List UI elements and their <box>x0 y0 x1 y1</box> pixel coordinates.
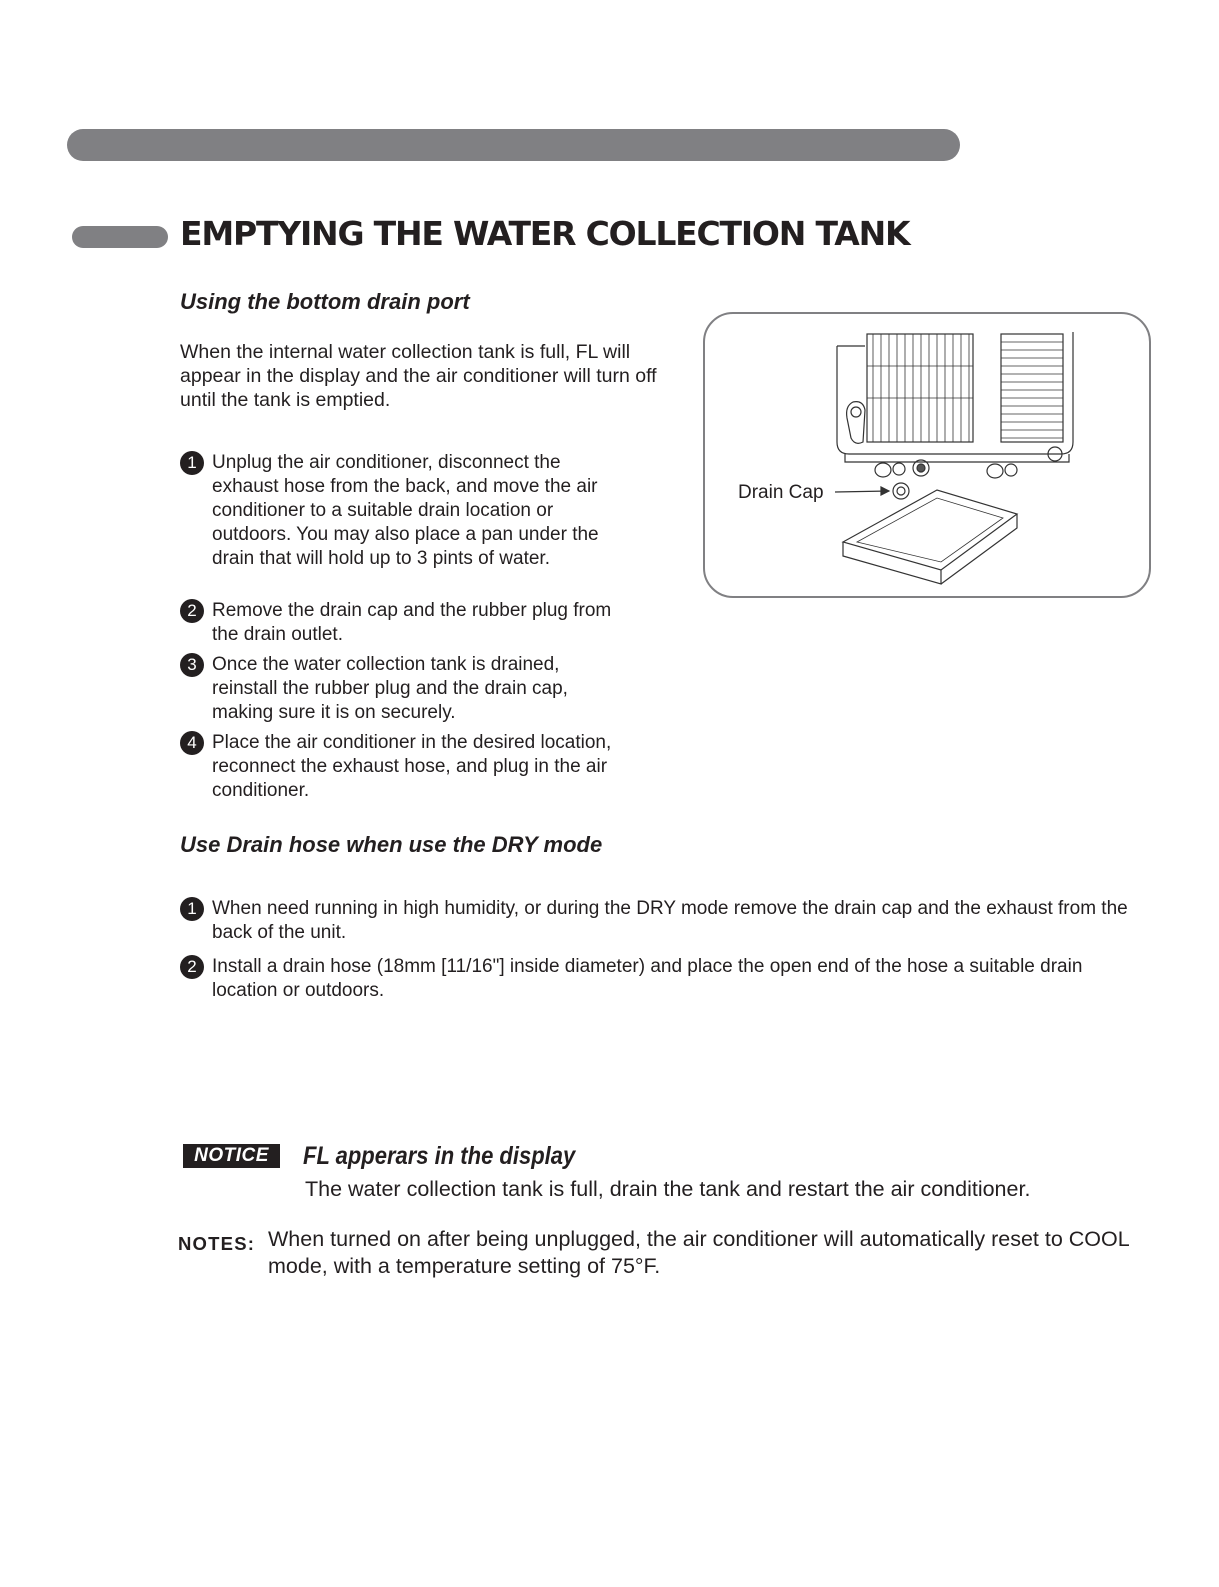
step-text: Place the air conditioner in the desired location, reconnect the exhaust hose, and plug in the air conditioner. <box>212 732 612 801</box>
notice-badge: NOTICE <box>183 1144 280 1168</box>
notice-text: The water collection tank is full, drain the tank and restart the air conditioner. <box>305 1177 1031 1201</box>
intro-paragraph: When the internal water collection tank is full, FL will appear in the display and the air conditioner will turn off until the tank is emptied. <box>180 341 657 411</box>
step-text: When need running in high humidity, or during the DRY mode remove the drain cap and the exhaust from the back of the unit. <box>212 898 1128 943</box>
title-marker <box>72 226 168 248</box>
drain-cap-label: Drain Cap <box>738 482 824 503</box>
drain-cap-illustration <box>703 312 1151 598</box>
air-conditioner-drawing <box>705 314 1149 596</box>
notes-text: When turned on after being unplugged, the air conditioner will automatically reset to COOL mode, with a temperature setting of 75°F. <box>268 1227 1129 1278</box>
step-text: Remove the drain cap and the rubber plug from the drain outlet. <box>212 600 612 645</box>
notice-title: FL apperars in the display <box>303 1142 576 1170</box>
header-bar <box>67 129 960 161</box>
step-number-badge: 4 <box>180 731 204 755</box>
page-title: EMPTYING THE WATER COLLECTION TANK <box>180 214 910 253</box>
step-text: Once the water collection tank is drained, reinstall the rubber plug and the drain cap, making sure it is on securely. <box>212 654 568 723</box>
dry-step-1 <box>180 897 1145 945</box>
dry-step-2 <box>180 955 1145 1003</box>
step-number-badge: 1 <box>180 897 204 921</box>
step-1 <box>180 451 620 571</box>
step-text: Unplug the air conditioner, disconnect the exhaust hose from the back, and move the air conditioner to a suitable drain location or outdoors. You may also place a pan under the drain that will hold up to 3 pints of water. <box>212 452 599 569</box>
step-number-badge: 1 <box>180 451 204 475</box>
step-4 <box>180 731 620 803</box>
step-2 <box>180 599 620 647</box>
section-heading-dry-mode: Use Drain hose when use the DRY mode <box>180 832 603 857</box>
notes-label: NOTES: <box>178 1233 256 1254</box>
section-heading-bottom-drain: Using the bottom drain port <box>180 289 470 314</box>
step-text: Install a drain hose (18mm [11/16"] inside diameter) and place the open end of the hose a suitable drain location or outdoors. <box>212 956 1083 1001</box>
step-number-badge: 2 <box>180 599 204 623</box>
step-number-badge: 3 <box>180 653 204 677</box>
step-3 <box>180 653 620 725</box>
step-number-badge: 2 <box>180 955 204 979</box>
